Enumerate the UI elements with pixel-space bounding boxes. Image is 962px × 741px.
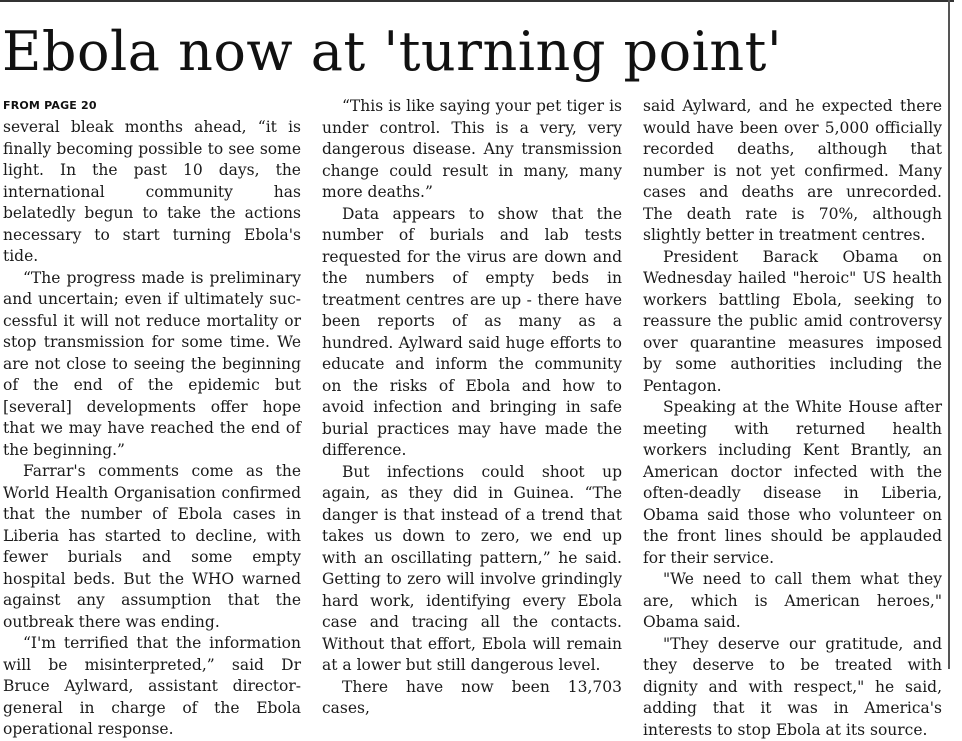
paragraph: Farrar's comments come as the World Health Organisation confirmed that the number of Ebola cases in Liberia has started to decline, with fewer burials and some empty hospital beds. But the WHO warned against any assumption that the outbreak there was ending. (3, 461, 301, 633)
paragraph: “This is like saying your pet tiger is under control. This is a very, very dangerous disease. Any transmission change could result in many, many more deaths.” (322, 96, 622, 204)
paragraph: But infections could shoot up again, as they did in Guinea. “The danger is that instead of a trend that takes us down to zero, we end up with an oscillating pattern,” he said. Getting to zero will involve grindingly hard work, identifying every Ebola case and tracing all the contacts. Without that effort, Ebola will remain at a lower but still dangerous level. (322, 462, 622, 677)
paragraph: President Barack Obama on Wednesday hailed "heroic" US health workers battling Ebola, seeking to reassure the public amid controversy over quarantine measures imposed by some authorities including the Pentagon. (643, 247, 942, 398)
paragraph: "We need to call them what they are, which is American heroes," Obama said. (643, 569, 942, 634)
right-column-rule (948, 0, 950, 669)
headline: Ebola now at 'turning point' (2, 14, 782, 90)
paragraph: Speaking at the White House after meeting with returned health workers including Kent Brantly, an American doctor infected with the often-deadly disease in Liberia, Obama said those who volunteer on the front lines should be applauded for their service. (643, 397, 942, 569)
paragraph: said Aylward, and he expected there would have been over 5,000 officially recorded deaths, although that number is not yet confirmed. Many cases and deaths are unrecorded. The death rate is 70%, although slightly better in treatment centres. (643, 96, 942, 247)
article-column-1 (3, 117, 301, 669)
paragraph: several bleak months ahead, “it is finally becoming possible to see some light. In the past 10 days, the international community has belatedly begun to take the actions necessary to start turning Ebola's tide. (3, 117, 301, 268)
paragraph: “The progress made is preliminary and uncertain; even if ultimately successful it will not reduce mortality or stop transmission for some time. We are not close to seeing the beginning of the end of the epidemic but [several] developments offer hope that we may have reached the end of the beginning.” (3, 268, 301, 462)
paragraph: “I'm terrified that the information will be misinterpreted,” said Dr Bruce Aylward, assistant director-general in charge of the Ebola operational response. (3, 633, 301, 741)
jump-line: FROM PAGE 20 (3, 99, 97, 112)
top-rule (0, 0, 954, 2)
paragraph: Data appears to show that the number of burials and lab tests requested for the virus are down and the numbers of empty beds in treatment centres are up - there have been reports of as many as a hundred. Aylward said huge efforts to educate and inform the community on the risks of Ebola and how to avoid infection and bringing in safe burial practices may have made the difference. (322, 204, 622, 462)
article-column-2 (322, 96, 622, 669)
paragraph: There have now been 13,703 cases, (322, 677, 622, 720)
paragraph: "They deserve our gratitude, and they deserve to be treated with dignity and with respect," he said, adding that it was in America's interests to stop Ebola at its source. (643, 634, 942, 741)
article-column-3 (643, 96, 942, 669)
